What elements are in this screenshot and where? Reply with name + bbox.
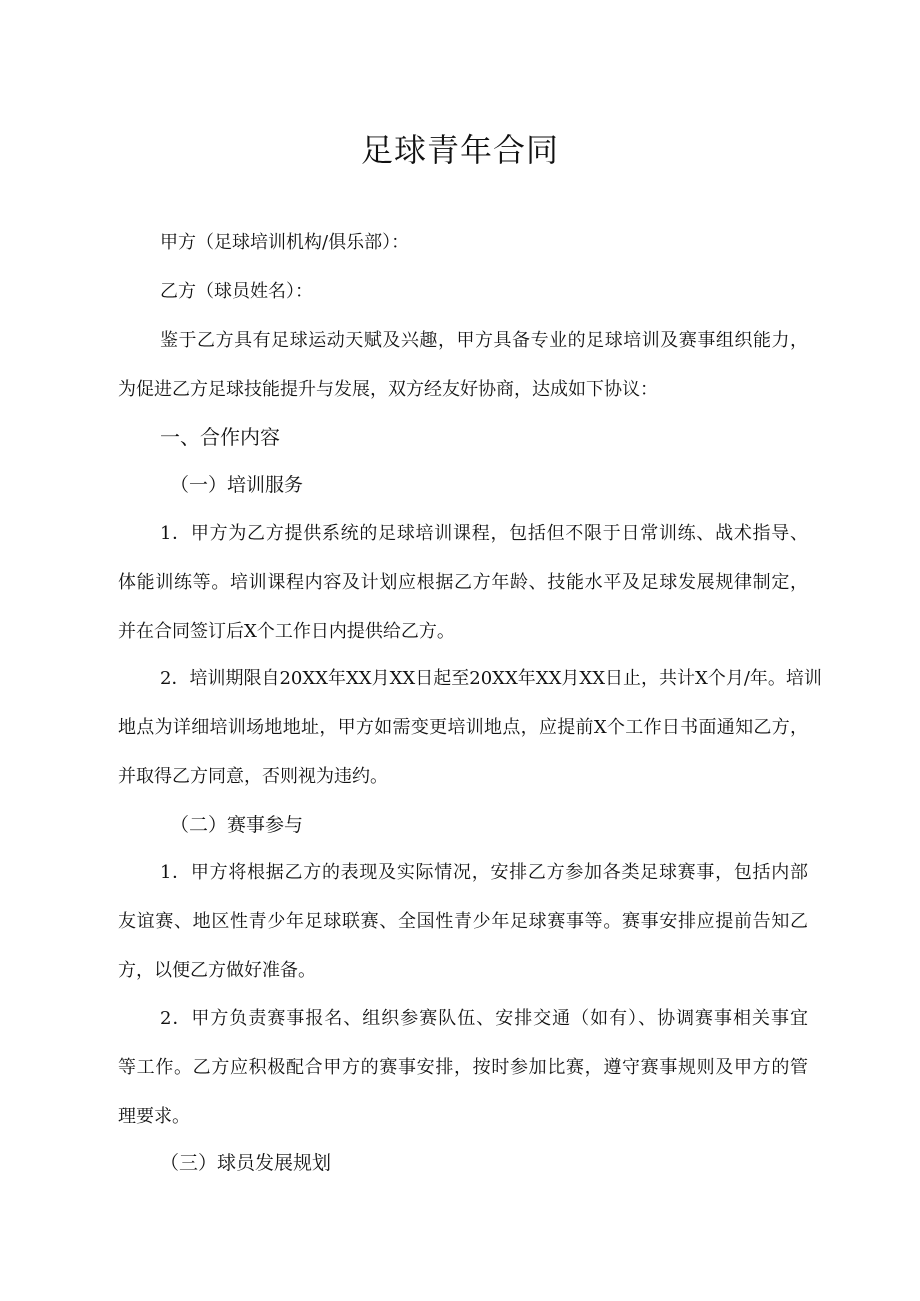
training-item1-line-1: 1．甲方为乙方提供系统的足球培训课程，包括但不限于日常训练、战术指导、 bbox=[160, 523, 808, 544]
matches-item1-line-3: 方，以便乙方做好准备。 bbox=[118, 960, 316, 981]
training-item2-line-3: 并取得乙方同意，否则视为违约。 bbox=[118, 766, 388, 787]
training-item1-line-3: 并在合同签订后X个工作日内提供给乙方。 bbox=[118, 621, 455, 642]
subsection-heading-training: （一）培训服务 bbox=[170, 474, 304, 496]
matches-item2-line-3: 理要求。 bbox=[118, 1106, 190, 1127]
matches-item2-line-1: 2．甲方负责赛事报名、组织参赛队伍、安排交通（如有）、协调赛事相关事宜 bbox=[160, 1008, 808, 1029]
party-a-line: 甲方（足球培训机构/俱乐部）： bbox=[160, 232, 410, 253]
training-item1-line-2: 体能训练等。培训课程内容及计划应根据乙方年龄、技能水平及足球发展规律制定， bbox=[118, 572, 808, 593]
section-heading-cooperation: 一、合作内容 bbox=[160, 425, 280, 449]
subsection-heading-development: （三）球员发展规划 bbox=[160, 1152, 332, 1174]
preamble-line-1: 鉴于乙方具有足球运动天赋及兴趣，甲方具备专业的足球培训及赛事组织能力， bbox=[160, 330, 808, 351]
document-title: 足球青年合同 bbox=[360, 131, 559, 169]
matches-item1-line-2: 友谊赛、地区性青少年足球联赛、全国性青少年足球赛事等。赛事安排应提前告知乙 bbox=[118, 911, 808, 932]
matches-item1-line-1: 1．甲方将根据乙方的表现及实际情况，安排乙方参加各类足球赛事，包括内部 bbox=[160, 862, 808, 883]
preamble-line-2: 为促进乙方足球技能提升与发展，双方经友好协商，达成如下协议： bbox=[118, 379, 658, 400]
training-item2-line-2: 地点为详细培训场地地址，甲方如需变更培训地点，应提前X个工作日书面通知乙方， bbox=[118, 717, 808, 738]
matches-item2-line-2: 等工作。乙方应积极配合甲方的赛事安排，按时参加比赛，遵守赛事规则及甲方的管 bbox=[118, 1057, 808, 1078]
training-item2-line-1: 2．培训期限自20XX年XX月XX日起至20XX年XX月XX日止，共计X个月/年。培训 bbox=[160, 668, 822, 689]
subsection-heading-matches: （二）赛事参与 bbox=[170, 814, 304, 836]
party-b-line: 乙方（球员姓名）： bbox=[160, 281, 313, 302]
